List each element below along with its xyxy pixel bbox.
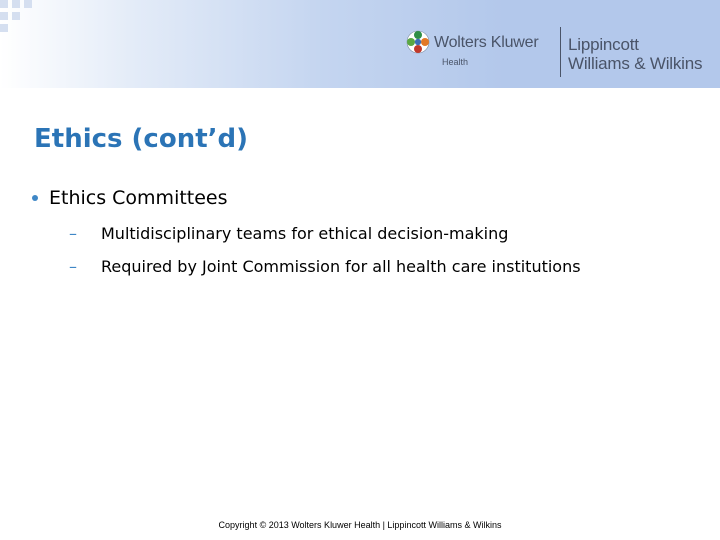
sub-bullet-text: Required by Joint Commission for all health care institutions: [101, 257, 581, 276]
corner-decoration: [0, 0, 36, 36]
logo-wolters-kluwer-text: Wolters Kluwer: [434, 34, 539, 51]
logo-lippincott-text: Lippincott: [568, 35, 639, 54]
wolters-kluwer-globe-icon: [406, 30, 430, 54]
dash-marker: –: [69, 257, 77, 276]
round-bullet-icon: [32, 195, 38, 201]
bullet-item: [32, 187, 228, 209]
logo-health-text: Health: [442, 57, 469, 67]
publisher-logo: [406, 30, 718, 80]
bullet-text: Ethics Committees: [49, 187, 228, 209]
dash-marker: –: [69, 224, 77, 243]
logo-divider: [560, 27, 561, 77]
sub-bullet-text: Multidisciplinary teams for ethical decision‑making: [101, 224, 509, 243]
copyright-footer: Copyright © 2013 Wolters Kluwer Health | Lippincott Williams & Wilkins: [218, 520, 502, 530]
sub-bullet-item: [69, 224, 508, 243]
sub-bullet-item: [69, 257, 581, 276]
header-band: [0, 0, 720, 88]
slide-title: Ethics (cont’d): [34, 124, 249, 154]
logo-williams-wilkins-text: Williams & Wilkins: [568, 54, 703, 73]
